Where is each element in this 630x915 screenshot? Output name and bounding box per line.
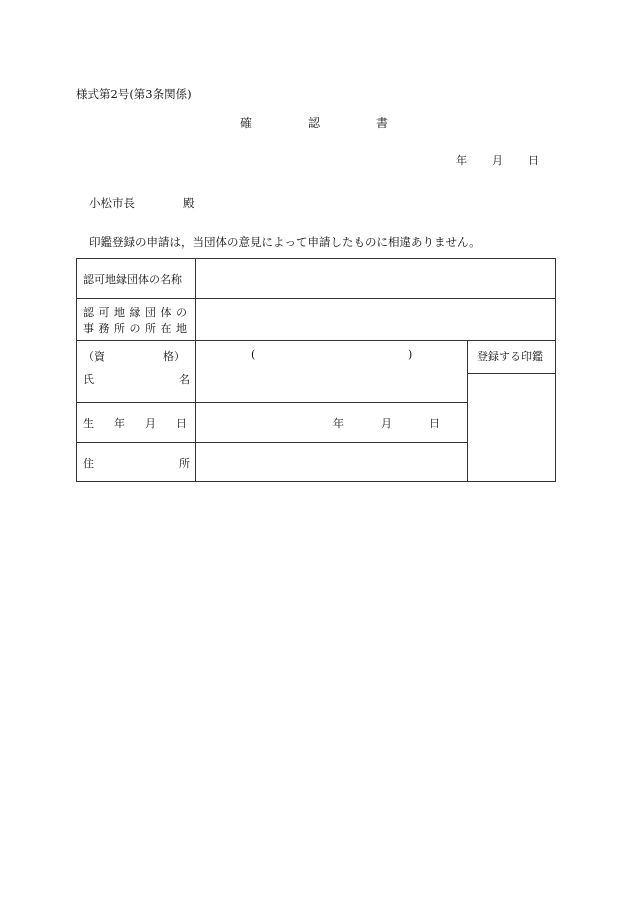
office-label-char: 地 xyxy=(114,306,125,319)
seal-column-divider xyxy=(467,340,468,481)
office-label-char: の xyxy=(176,306,187,319)
office-label-char: 縁 xyxy=(129,306,141,319)
office-label-line1 xyxy=(83,304,187,320)
office-label-char: 所 xyxy=(114,322,125,335)
date-month-label: 月 xyxy=(492,154,503,167)
org-name-label: 認可地縁団体の名称 xyxy=(83,273,182,286)
birth-month-label: 月 xyxy=(381,417,392,430)
birth-day-label: 日 xyxy=(429,417,440,430)
row-divider xyxy=(77,340,555,341)
qualification-label-open: （資 xyxy=(83,350,105,363)
office-label-char: の xyxy=(129,322,141,335)
statement-text: 印鑑登録の申請は，当団体の意見によって申請したものに相違ありません。 xyxy=(89,235,481,249)
qualification-paren-open: ( xyxy=(251,348,256,361)
name-field[interactable] xyxy=(197,369,465,400)
confirmation-table xyxy=(76,258,556,482)
addressee-honorific: 殿 xyxy=(183,196,195,210)
row-divider xyxy=(77,298,555,299)
date-year-label: 年 xyxy=(456,154,467,167)
title-char-3: 書 xyxy=(376,116,389,130)
office-label-line2 xyxy=(83,320,187,336)
registered-seal-label: 登録する印鑑 xyxy=(477,350,543,363)
name-label-1: 氏 xyxy=(83,373,94,386)
title-char-2: 認 xyxy=(308,116,321,130)
title-char-1: 確 xyxy=(240,116,253,130)
document-title xyxy=(0,114,630,130)
birth-label-char: 年 xyxy=(114,417,125,430)
office-label-char: 在 xyxy=(160,322,172,335)
office-label-char: 所 xyxy=(145,322,156,335)
row-divider xyxy=(77,442,468,443)
office-label-char: 地 xyxy=(176,322,187,335)
office-label-char: 務 xyxy=(98,322,110,335)
office-label-char: 団 xyxy=(145,306,156,319)
addressee-name: 小松市長 xyxy=(89,196,135,210)
office-address-field[interactable] xyxy=(197,300,553,339)
form-number: 様式第2号(第3条関係) xyxy=(76,87,192,101)
name-label-2: 名 xyxy=(179,373,190,386)
row-divider xyxy=(77,402,468,403)
office-label-char: 可 xyxy=(98,306,110,319)
birth-date-label xyxy=(83,415,187,431)
date-day-label: 日 xyxy=(528,154,539,167)
birth-label-char: 生 xyxy=(83,417,94,430)
seal-stamp-area[interactable] xyxy=(469,375,553,479)
office-label-char: 認 xyxy=(83,306,94,319)
qualification-label-close: 格） xyxy=(163,350,185,363)
seal-header-divider xyxy=(467,373,555,374)
address-field[interactable] xyxy=(197,444,465,480)
org-name-field[interactable] xyxy=(197,260,553,297)
birth-label-char: 月 xyxy=(145,417,156,430)
qualification-paren-close: ) xyxy=(408,348,413,361)
address-label-1: 住 xyxy=(83,457,94,470)
address-label-2: 所 xyxy=(179,457,190,470)
birth-label-char: 日 xyxy=(176,417,187,430)
birth-year-label: 年 xyxy=(333,417,344,430)
label-column-divider xyxy=(195,259,196,481)
office-label-char: 体 xyxy=(160,306,172,319)
office-label-char: 事 xyxy=(83,322,94,335)
